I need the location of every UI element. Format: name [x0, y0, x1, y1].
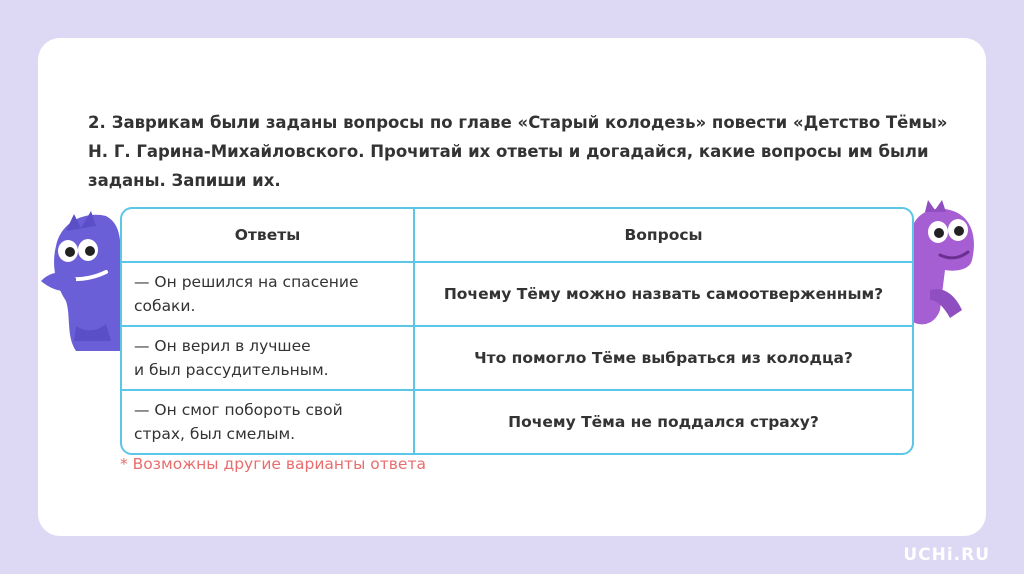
task-body: Заврикам были заданы вопросы по главе «Старый колодезь» повести «Детство Тёмы» Н. Г. Гарина-Михайловского. Прочитай их ответы и догадайся, какие вопросы им были заданы. Запиши их. — [88, 113, 948, 190]
answer-text: — Он верил в лучшее — [134, 337, 311, 356]
answer-cell — [122, 262, 414, 326]
question-cell: Почему Тёму можно назвать самоотверженным? — [414, 262, 912, 326]
answer-cell — [122, 390, 414, 453]
answer-text: — Он смог побороть свой — [134, 401, 343, 420]
answer-text: — Он решился на спасение — [134, 273, 359, 292]
answer-cell — [122, 326, 414, 390]
answer-text: собаки. — [134, 297, 196, 316]
alternate-answers-note: * Возможны другие варианты ответа — [120, 455, 426, 473]
answer-text: и был рассудительным. — [134, 361, 329, 380]
table-header-row — [122, 209, 912, 262]
header-questions: Вопросы — [414, 209, 912, 262]
table-row — [122, 390, 912, 453]
question-cell: Почему Тёма не поддался страху? — [414, 390, 912, 453]
table-row — [122, 326, 912, 390]
question-cell: Что помогло Тёме выбраться из колодца? — [414, 326, 912, 390]
answers-table — [120, 207, 914, 455]
header-answers: Ответы — [122, 209, 414, 262]
task-text — [88, 108, 948, 195]
dino-left-icon — [36, 206, 126, 356]
uchi-logo: UCHi.RU — [903, 545, 990, 565]
task-number: 2. — [88, 113, 106, 132]
answer-text: страх, был смелым. — [134, 425, 296, 444]
table-row — [122, 262, 912, 326]
